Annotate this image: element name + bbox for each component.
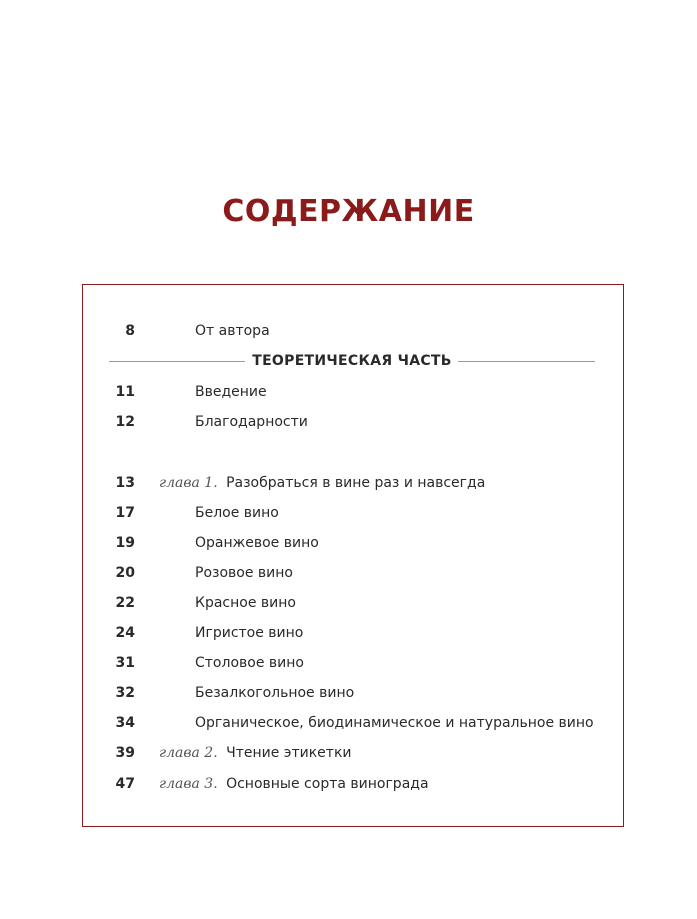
entry-title: Столовое вино [195,655,304,671]
toc-chapter-entry[interactable] [83,772,623,796]
section-heading [109,349,595,373]
toc-entry[interactable] [83,591,623,615]
page-number: 17 [115,505,135,521]
page-number: 32 [115,685,135,701]
toc-chapter-entry[interactable] [83,471,623,495]
toc-entry[interactable] [83,561,623,585]
toc-entry[interactable] [83,711,623,735]
entry-title: Благодарности [195,414,308,430]
page-title: СОДЕРЖАНИЕ [222,194,475,229]
entry-title: Органическое, биодинамическое и натуральное вино [195,715,594,731]
page-number: 47 [115,776,135,792]
toc-entry[interactable] [83,319,623,343]
entry-title: Оранжевое вино [195,535,319,551]
chapter-label: глава 1. [159,475,218,491]
toc-entry[interactable] [83,410,623,434]
toc-entry[interactable] [83,501,623,525]
chapter-title: Разобраться в вине раз и навсегда [226,475,486,491]
page-number: 20 [115,565,135,581]
entry-title: Игристое вино [195,625,304,641]
page-number: 12 [115,414,135,430]
page-number: 22 [115,595,135,611]
chapter-label: глава 2. [159,745,218,761]
toc-entry[interactable] [83,651,623,675]
entry-title: Красное вино [195,595,296,611]
toc-frame [82,284,624,827]
toc-chapter-entry[interactable] [83,741,623,765]
page-number: 11 [115,384,135,400]
toc-entry[interactable] [83,380,623,404]
entry-title: Безалкогольное вино [195,685,355,701]
toc-entry[interactable] [83,531,623,555]
page-number: 31 [115,655,135,671]
entry-title: Белое вино [195,505,279,521]
chapter-label: глава 3. [159,776,218,792]
entry-title: От автора [195,323,270,339]
chapter-title: Чтение этикетки [226,745,352,761]
page-number: 34 [115,715,135,731]
toc-entry[interactable] [83,621,623,645]
chapter-title: Основные сорта винограда [226,776,429,792]
entry-title: Введение [195,384,267,400]
entry-title: Розовое вино [195,565,293,581]
page-number: 19 [115,535,135,551]
toc-entry[interactable] [83,681,623,705]
page-number: 39 [115,745,135,761]
page-number: 24 [115,625,135,641]
page-number: 8 [125,323,135,339]
section-heading-label: ТЕОРЕТИЧЕСКАЯ ЧАСТЬ [246,353,458,369]
page-number: 13 [115,475,135,491]
